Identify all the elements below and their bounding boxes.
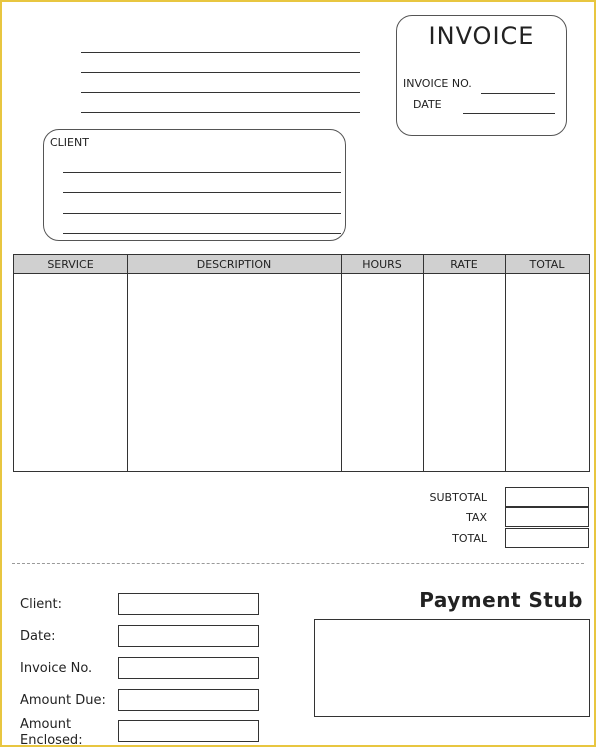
header-description: DESCRIPTION (196, 258, 272, 271)
cut-line-divider (12, 563, 584, 564)
total-field[interactable] (505, 528, 589, 548)
client-line-2[interactable] (63, 192, 341, 193)
client-label: CLIENT (50, 136, 89, 149)
header-hours: HOURS (362, 258, 402, 271)
date-label: DATE (413, 98, 442, 111)
total-label: TOTAL (452, 532, 487, 545)
payment-stub-title: Payment Stub (419, 588, 583, 612)
client-line-1[interactable] (63, 172, 341, 173)
services-table (13, 254, 590, 472)
stub-client-label: Client: (20, 597, 63, 612)
client-line-3[interactable] (63, 213, 341, 214)
stub-date-label: Date: (20, 629, 56, 644)
stub-amount-due-field[interactable] (118, 689, 259, 711)
table-header-row (14, 255, 589, 274)
stub-client-field[interactable] (118, 593, 259, 615)
stub-amount-enclosed-field[interactable] (118, 720, 259, 742)
stub-invoice-no-label: Invoice No. (20, 661, 93, 676)
company-line-1[interactable] (81, 52, 360, 53)
table-body-area[interactable] (14, 274, 589, 471)
company-line-2[interactable] (81, 72, 360, 73)
stub-amount-enclosed-label-line2: Enclosed: (20, 733, 83, 748)
header-service: SERVICE (47, 258, 94, 271)
invoice-no-field[interactable] (481, 93, 555, 94)
tax-field[interactable] (505, 507, 589, 527)
payment-stub-notes-box[interactable] (314, 619, 590, 717)
stub-invoice-no-field[interactable] (118, 657, 259, 679)
subtotal-field[interactable] (505, 487, 589, 507)
stub-amount-due-label: Amount Due: (20, 693, 106, 708)
company-line-4[interactable] (81, 112, 360, 113)
client-line-4[interactable] (63, 233, 341, 234)
header-total: TOTAL (529, 258, 565, 271)
tax-label: TAX (466, 511, 487, 524)
company-line-3[interactable] (81, 92, 360, 93)
subtotal-label: SUBTOTAL (429, 491, 487, 504)
invoice-header-box (396, 15, 567, 136)
invoice-title: INVOICE (428, 22, 535, 50)
header-rate: RATE (450, 258, 478, 271)
date-field[interactable] (463, 113, 555, 114)
stub-date-field[interactable] (118, 625, 259, 647)
client-box (43, 129, 346, 241)
stub-amount-enclosed-label-line1: Amount (20, 717, 72, 732)
invoice-no-label: INVOICE NO. (403, 77, 472, 90)
